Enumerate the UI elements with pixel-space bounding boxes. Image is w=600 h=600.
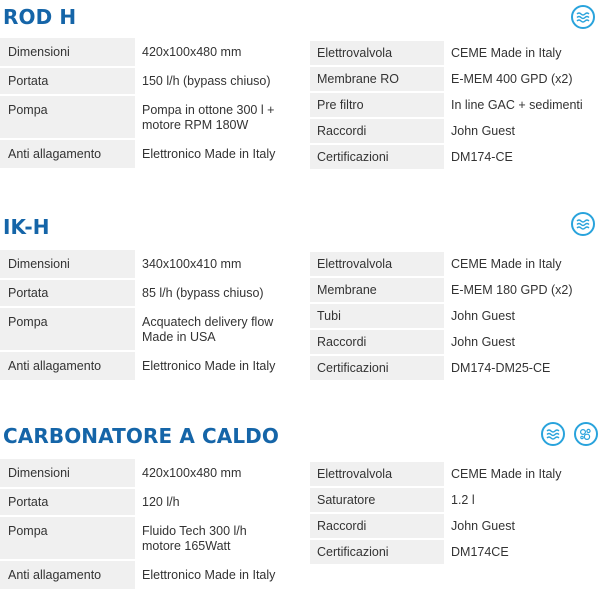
table-row [310,93,600,117]
section-carbonatore-a-caldo [0,424,600,594]
spec-label: Raccordi [310,514,444,538]
spec-label: Dimensioni [0,459,135,487]
spec-value [135,96,303,138]
spec-value: John Guest [444,304,600,328]
water-waves-icon [541,422,565,446]
spec-label: Elettrovalvola [310,41,444,65]
spec-value-line: Pompa in ottone 300 l + [142,103,275,117]
water-waves-icon [571,212,595,236]
table-row [0,308,303,350]
table-row [0,38,303,66]
spec-value: John Guest [444,119,600,143]
spec-label: Certificazioni [310,540,444,564]
spec-label: Certificazioni [310,145,444,169]
section-title: ROD H [3,5,77,29]
table-row [310,304,600,328]
spec-value [135,517,303,559]
spec-value: DM174-CE [444,145,600,169]
spec-value: Elettronico Made in Italy [135,352,303,380]
spec-value: Elettronico Made in Italy [135,140,303,168]
spec-label: Elettrovalvola [310,252,444,276]
spec-label: Certificazioni [310,356,444,380]
spec-label: Elettrovalvola [310,462,444,486]
spec-value: 85 l/h (bypass chiuso) [135,280,303,306]
table-row [310,330,600,354]
table-row [0,517,303,559]
table-row [310,145,600,169]
table-row [0,96,303,138]
spec-label: Pompa [0,517,135,559]
table-row [0,280,303,306]
spec-value: 420x100x480 mm [135,459,303,487]
table-row [310,119,600,143]
spec-value: E-MEM 180 GPD (x2) [444,278,600,302]
spec-label: Dimensioni [0,250,135,278]
spec-value-line: Fluido Tech 300 l/h [142,524,247,538]
spec-value: John Guest [444,330,600,354]
spec-value [135,308,303,350]
table-row [310,41,600,65]
spec-value-line: Made in USA [142,330,216,344]
table-row [0,352,303,380]
spec-label: Portata [0,489,135,515]
spec-label: Saturatore [310,488,444,512]
spec-value: 150 l/h (bypass chiuso) [135,68,303,94]
spec-value: CEME Made in Italy [444,252,600,276]
spec-label: Anti allagamento [0,140,135,168]
spec-label: Portata [0,68,135,94]
spec-label: Membrane [310,278,444,302]
section-title: CARBONATORE A CALDO [3,424,279,448]
spec-value: DM174-DM25-CE [444,356,600,380]
spec-label: Tubi [310,304,444,328]
section-ik-h [0,215,600,385]
spec-label: Pompa [0,308,135,350]
table-row [310,540,600,564]
table-row [0,459,303,487]
table-row [0,489,303,515]
table-row [310,252,600,276]
spec-label: Anti allagamento [0,561,135,589]
spec-label: Membrane RO [310,67,444,91]
spec-value: In line GAC + sedimenti [444,93,600,117]
table-row [310,514,600,538]
spec-value-line: motore RPM 180W [142,118,249,132]
spec-value: 420x100x480 mm [135,38,303,66]
spec-label: Dimensioni [0,38,135,66]
spec-value-line: motore 165Watt [142,539,231,553]
table-row [0,561,303,589]
table-row [0,68,303,94]
section-rod-h [0,5,600,175]
bubbles-icon [574,422,598,446]
spec-label: Anti allagamento [0,352,135,380]
spec-label: Pre filtro [310,93,444,117]
table-row [310,462,600,486]
table-row [310,356,600,380]
section-title: IK-H [3,215,50,239]
spec-value: DM174CE [444,540,600,564]
spec-label: Pompa [0,96,135,138]
spec-value-line: Acquatech delivery flow [142,315,274,329]
spec-value: CEME Made in Italy [444,462,600,486]
table-row [310,488,600,512]
spec-label: Raccordi [310,119,444,143]
spec-value: 340x100x410 mm [135,250,303,278]
spec-value: E-MEM 400 GPD (x2) [444,67,600,91]
spec-value: 120 l/h [135,489,303,515]
spec-label: Portata [0,280,135,306]
table-row [0,140,303,168]
table-row [310,67,600,91]
table-row [0,250,303,278]
spec-value: John Guest [444,514,600,538]
water-waves-icon [571,5,595,29]
table-row [310,278,600,302]
spec-value: CEME Made in Italy [444,41,600,65]
spec-label: Raccordi [310,330,444,354]
spec-value: Elettronico Made in Italy [135,561,303,589]
spec-value: 1.2 l [444,488,600,512]
